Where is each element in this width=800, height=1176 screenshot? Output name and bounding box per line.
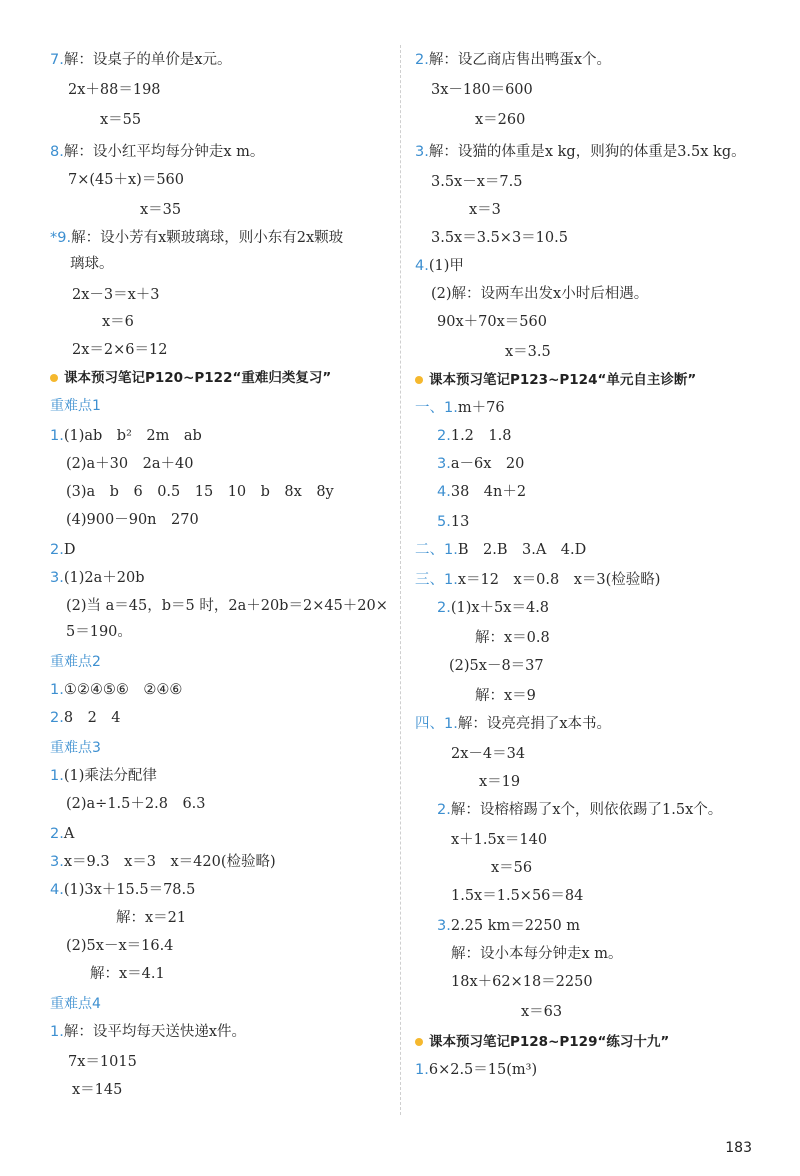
question-number: 3. [437, 918, 451, 934]
question-number: 3. [437, 456, 451, 472]
answer-line [140, 200, 181, 220]
answer-line [415, 50, 611, 70]
bullet-dot-icon [50, 374, 58, 382]
answer-line [415, 1060, 537, 1080]
answer-text: (2)5x－x＝16.4 [66, 938, 174, 954]
answer-text: 解：设桌子的单价是x元。 [63, 52, 232, 68]
answer-text: x＝3.5 [505, 344, 551, 360]
answer-line [70, 254, 114, 274]
answer-text: 2x＝2×6＝12 [72, 342, 168, 358]
answer-line [451, 972, 593, 992]
answer-text: 解：设小芳有x颗玻璃球，则小东有2x颗玻 [71, 230, 344, 246]
answer-text: x＝145 [72, 1082, 123, 1098]
answer-text: 解：x＝0.8 [475, 630, 550, 646]
question-number: 一、1. [415, 400, 458, 416]
answer-line [66, 622, 132, 642]
answer-line [66, 454, 193, 474]
answer-line [451, 886, 583, 906]
answer-text: 90x＋70x＝560 [437, 314, 547, 330]
key-point-title: 重难点1 [50, 398, 101, 414]
answer-text: x＝19 [479, 774, 521, 790]
section-heading [50, 368, 331, 388]
answer-line [437, 512, 469, 532]
answer-line [415, 142, 746, 162]
section-heading [415, 370, 696, 390]
answer-text: (4)900－90n 270 [66, 512, 199, 528]
question-number: 1. [415, 1062, 429, 1078]
answer-text: 2.25 km＝2250 m [450, 918, 581, 934]
answer-line [437, 598, 549, 618]
section-title: 课本预习笔记P123~P124“单元自主诊断” [429, 372, 697, 388]
answer-line [50, 824, 74, 844]
answer-text: 2x－4＝34 [451, 746, 526, 762]
answer-line [451, 830, 547, 850]
answer-line [50, 708, 121, 728]
answer-text: x＝6 [102, 314, 134, 330]
answer-text: (2)a＋30 2a＋40 [66, 456, 194, 472]
page-number: 183 [725, 1140, 752, 1156]
answer-text: 解：x＝9 [475, 688, 536, 704]
answer-text: ①②④⑤⑥ ②④⑥ [63, 682, 183, 698]
key-point-heading [50, 994, 101, 1014]
answer-text: 解：设猫的体重是x kg，则狗的体重是3.5x kg。 [428, 144, 746, 160]
answer-line [449, 656, 544, 676]
key-point-title: 重难点2 [50, 654, 101, 670]
question-number: 3. [50, 854, 64, 870]
answer-text: 7x＝1015 [68, 1054, 137, 1070]
answer-text: 18x＋62×18＝2250 [451, 974, 593, 990]
question-number: 2. [50, 542, 64, 558]
answer-text: 38 4n＋2 [450, 484, 527, 500]
answer-text: 解：x＝21 [116, 910, 187, 926]
bullet-dot-icon [415, 376, 423, 384]
key-point-heading [50, 738, 101, 758]
answer-line [431, 80, 533, 100]
answer-line [475, 628, 550, 648]
answer-line [50, 852, 276, 872]
answer-line [437, 312, 547, 332]
answer-text: 3x－180＝600 [431, 82, 533, 98]
answer-line [431, 228, 568, 248]
answer-line [68, 1052, 137, 1072]
answer-line [415, 540, 586, 560]
answer-line [50, 228, 343, 248]
question-number: 四、1. [415, 716, 458, 732]
answer-text: B 2.B 3.A 4.D [457, 542, 587, 558]
answer-text: 解：设小红平均每分钟走x m。 [63, 144, 265, 160]
question-number: 4. [437, 484, 451, 500]
answer-line [68, 80, 161, 100]
question-number: 2. [437, 428, 451, 444]
answer-text: 解：设亮亮捐了x本书。 [457, 716, 612, 732]
answer-line [116, 908, 186, 928]
answer-text: a－6x 20 [450, 456, 525, 472]
answer-line [437, 454, 524, 474]
answer-text: x＝56 [491, 860, 533, 876]
answer-text: x＝55 [100, 112, 142, 128]
answer-line [66, 596, 388, 616]
key-point-title: 重难点3 [50, 740, 101, 756]
answer-text: x＝3 [469, 202, 501, 218]
answer-line [431, 284, 648, 304]
answer-text: 13 [450, 514, 470, 530]
answer-line [437, 426, 511, 446]
answer-text: 解：设平均每天送快递x件。 [63, 1024, 247, 1040]
answer-line [72, 285, 160, 305]
question-number: 2. [50, 710, 64, 726]
answer-line [50, 1022, 246, 1042]
section-heading [415, 1032, 669, 1052]
answer-text: 解：设榕榕踢了x个，则依依踢了1.5x个。 [450, 802, 723, 818]
question-number: 三、1. [415, 572, 458, 588]
question-number: 3. [50, 570, 64, 586]
answer-text: (2)a÷1.5＋2.8 6.3 [66, 796, 206, 812]
bullet-dot-icon [415, 1038, 423, 1046]
answer-line [66, 482, 334, 502]
answer-line [90, 964, 165, 984]
answer-text: 3.5x＝3.5×3＝10.5 [431, 230, 568, 246]
question-number: 4. [415, 258, 429, 274]
answer-line [50, 142, 264, 162]
question-number: 3. [415, 144, 429, 160]
answer-line [437, 916, 580, 936]
question-number: 1. [50, 768, 64, 784]
answer-line [431, 172, 522, 192]
answer-text: (1)甲 [428, 258, 464, 274]
answer-text: A [63, 826, 75, 842]
answer-text: m＋76 [457, 400, 505, 416]
answer-text: 7×(45＋x)＝560 [68, 172, 184, 188]
question-number: 5. [437, 514, 451, 530]
answer-text: x＝12 x＝0.8 x＝3(检验略) [457, 572, 661, 588]
key-point-title: 重难点4 [50, 996, 101, 1012]
answer-line [505, 342, 551, 362]
section-title: 课本预习笔记P128~P129“练习十九” [429, 1034, 670, 1050]
answer-line [72, 1080, 122, 1100]
answer-text: (2)5x－8＝37 [449, 658, 544, 674]
answer-text: x＝260 [475, 112, 526, 128]
answer-text: D [63, 542, 76, 558]
answer-line [50, 50, 232, 70]
answer-line [479, 772, 520, 792]
answer-text: 5＝190。 [66, 624, 132, 640]
answer-text: (1)2a＋20b [63, 570, 145, 586]
question-number: 4. [50, 882, 64, 898]
question-number: 7. [50, 52, 64, 68]
question-number: 8. [50, 144, 64, 160]
answer-text: 3.5x－x＝7.5 [431, 174, 523, 190]
answer-text: 1.5x＝1.5×56＝84 [451, 888, 584, 904]
answer-line [437, 482, 526, 502]
answer-text: x＝9.3 x＝3 x＝420(检验略) [63, 854, 276, 870]
answer-line [437, 800, 722, 820]
question-number: *9. [50, 230, 72, 246]
question-number: 2. [50, 826, 64, 842]
answer-line [102, 312, 134, 332]
answer-line [415, 398, 505, 418]
answer-line [66, 794, 206, 814]
question-number: 1. [50, 682, 64, 698]
question-number: 2. [415, 52, 429, 68]
answer-text: x＝35 [140, 202, 182, 218]
answer-line [475, 686, 536, 706]
question-number: 1. [50, 1024, 64, 1040]
answer-line [66, 936, 173, 956]
question-number: 2. [437, 600, 451, 616]
answer-text: 解：设小本每分钟走x m。 [451, 946, 623, 962]
answer-line [50, 880, 195, 900]
answer-line [469, 200, 501, 220]
answer-text: (3)a b 6 0.5 15 10 b 8x 8y [66, 484, 334, 500]
answer-line [50, 426, 202, 446]
answer-text: 解：x＝4.1 [90, 966, 165, 982]
key-point-heading [50, 396, 101, 416]
answer-line [475, 110, 525, 130]
answer-line [415, 714, 611, 734]
answer-text: (1)3x＋15.5＝78.5 [63, 882, 196, 898]
answer-text: 2x－3＝x＋3 [72, 287, 160, 303]
question-number: 1. [50, 428, 64, 444]
answer-line [68, 170, 184, 190]
answer-line [415, 256, 464, 276]
answer-text: x＋1.5x＝140 [451, 832, 548, 848]
answer-text: 解：设乙商店售出鸭蛋x个。 [428, 52, 612, 68]
answer-text: (1)x＋5x＝4.8 [450, 600, 550, 616]
answer-text: (1)ab b² 2m ab [63, 428, 202, 444]
section-title: 课本预习笔记P120~P122“重难归类复习” [64, 370, 332, 386]
question-number: 二、1. [415, 542, 458, 558]
answer-line [50, 540, 75, 560]
answer-line [491, 858, 532, 878]
question-number: 2. [437, 802, 451, 818]
answer-text: (2)解：设两车出发x小时后相遇。 [431, 286, 649, 302]
answer-text: (2)当 a＝45，b＝5 时，2a＋20b＝2×45＋20× [66, 598, 388, 614]
answer-text: (1)乘法分配律 [63, 768, 157, 784]
answer-line [100, 110, 141, 130]
answer-line [72, 340, 167, 360]
answer-line [451, 944, 623, 964]
answer-line [415, 570, 660, 590]
answer-text: 1.2 1.8 [450, 428, 512, 444]
answer-text: x＝63 [521, 1004, 563, 1020]
answer-text: 8 2 4 [63, 710, 121, 726]
key-point-heading [50, 652, 101, 672]
answer-line [50, 680, 182, 700]
answer-text: 2x＋88＝198 [68, 82, 161, 98]
column-divider [400, 45, 401, 1115]
answer-line [66, 510, 199, 530]
answer-text: 6×2.5＝15(m³) [428, 1062, 538, 1078]
answer-text: 璃球。 [70, 256, 114, 272]
answer-line [50, 568, 145, 588]
answer-line [50, 766, 157, 786]
answer-line [521, 1002, 562, 1022]
answer-line [451, 744, 525, 764]
